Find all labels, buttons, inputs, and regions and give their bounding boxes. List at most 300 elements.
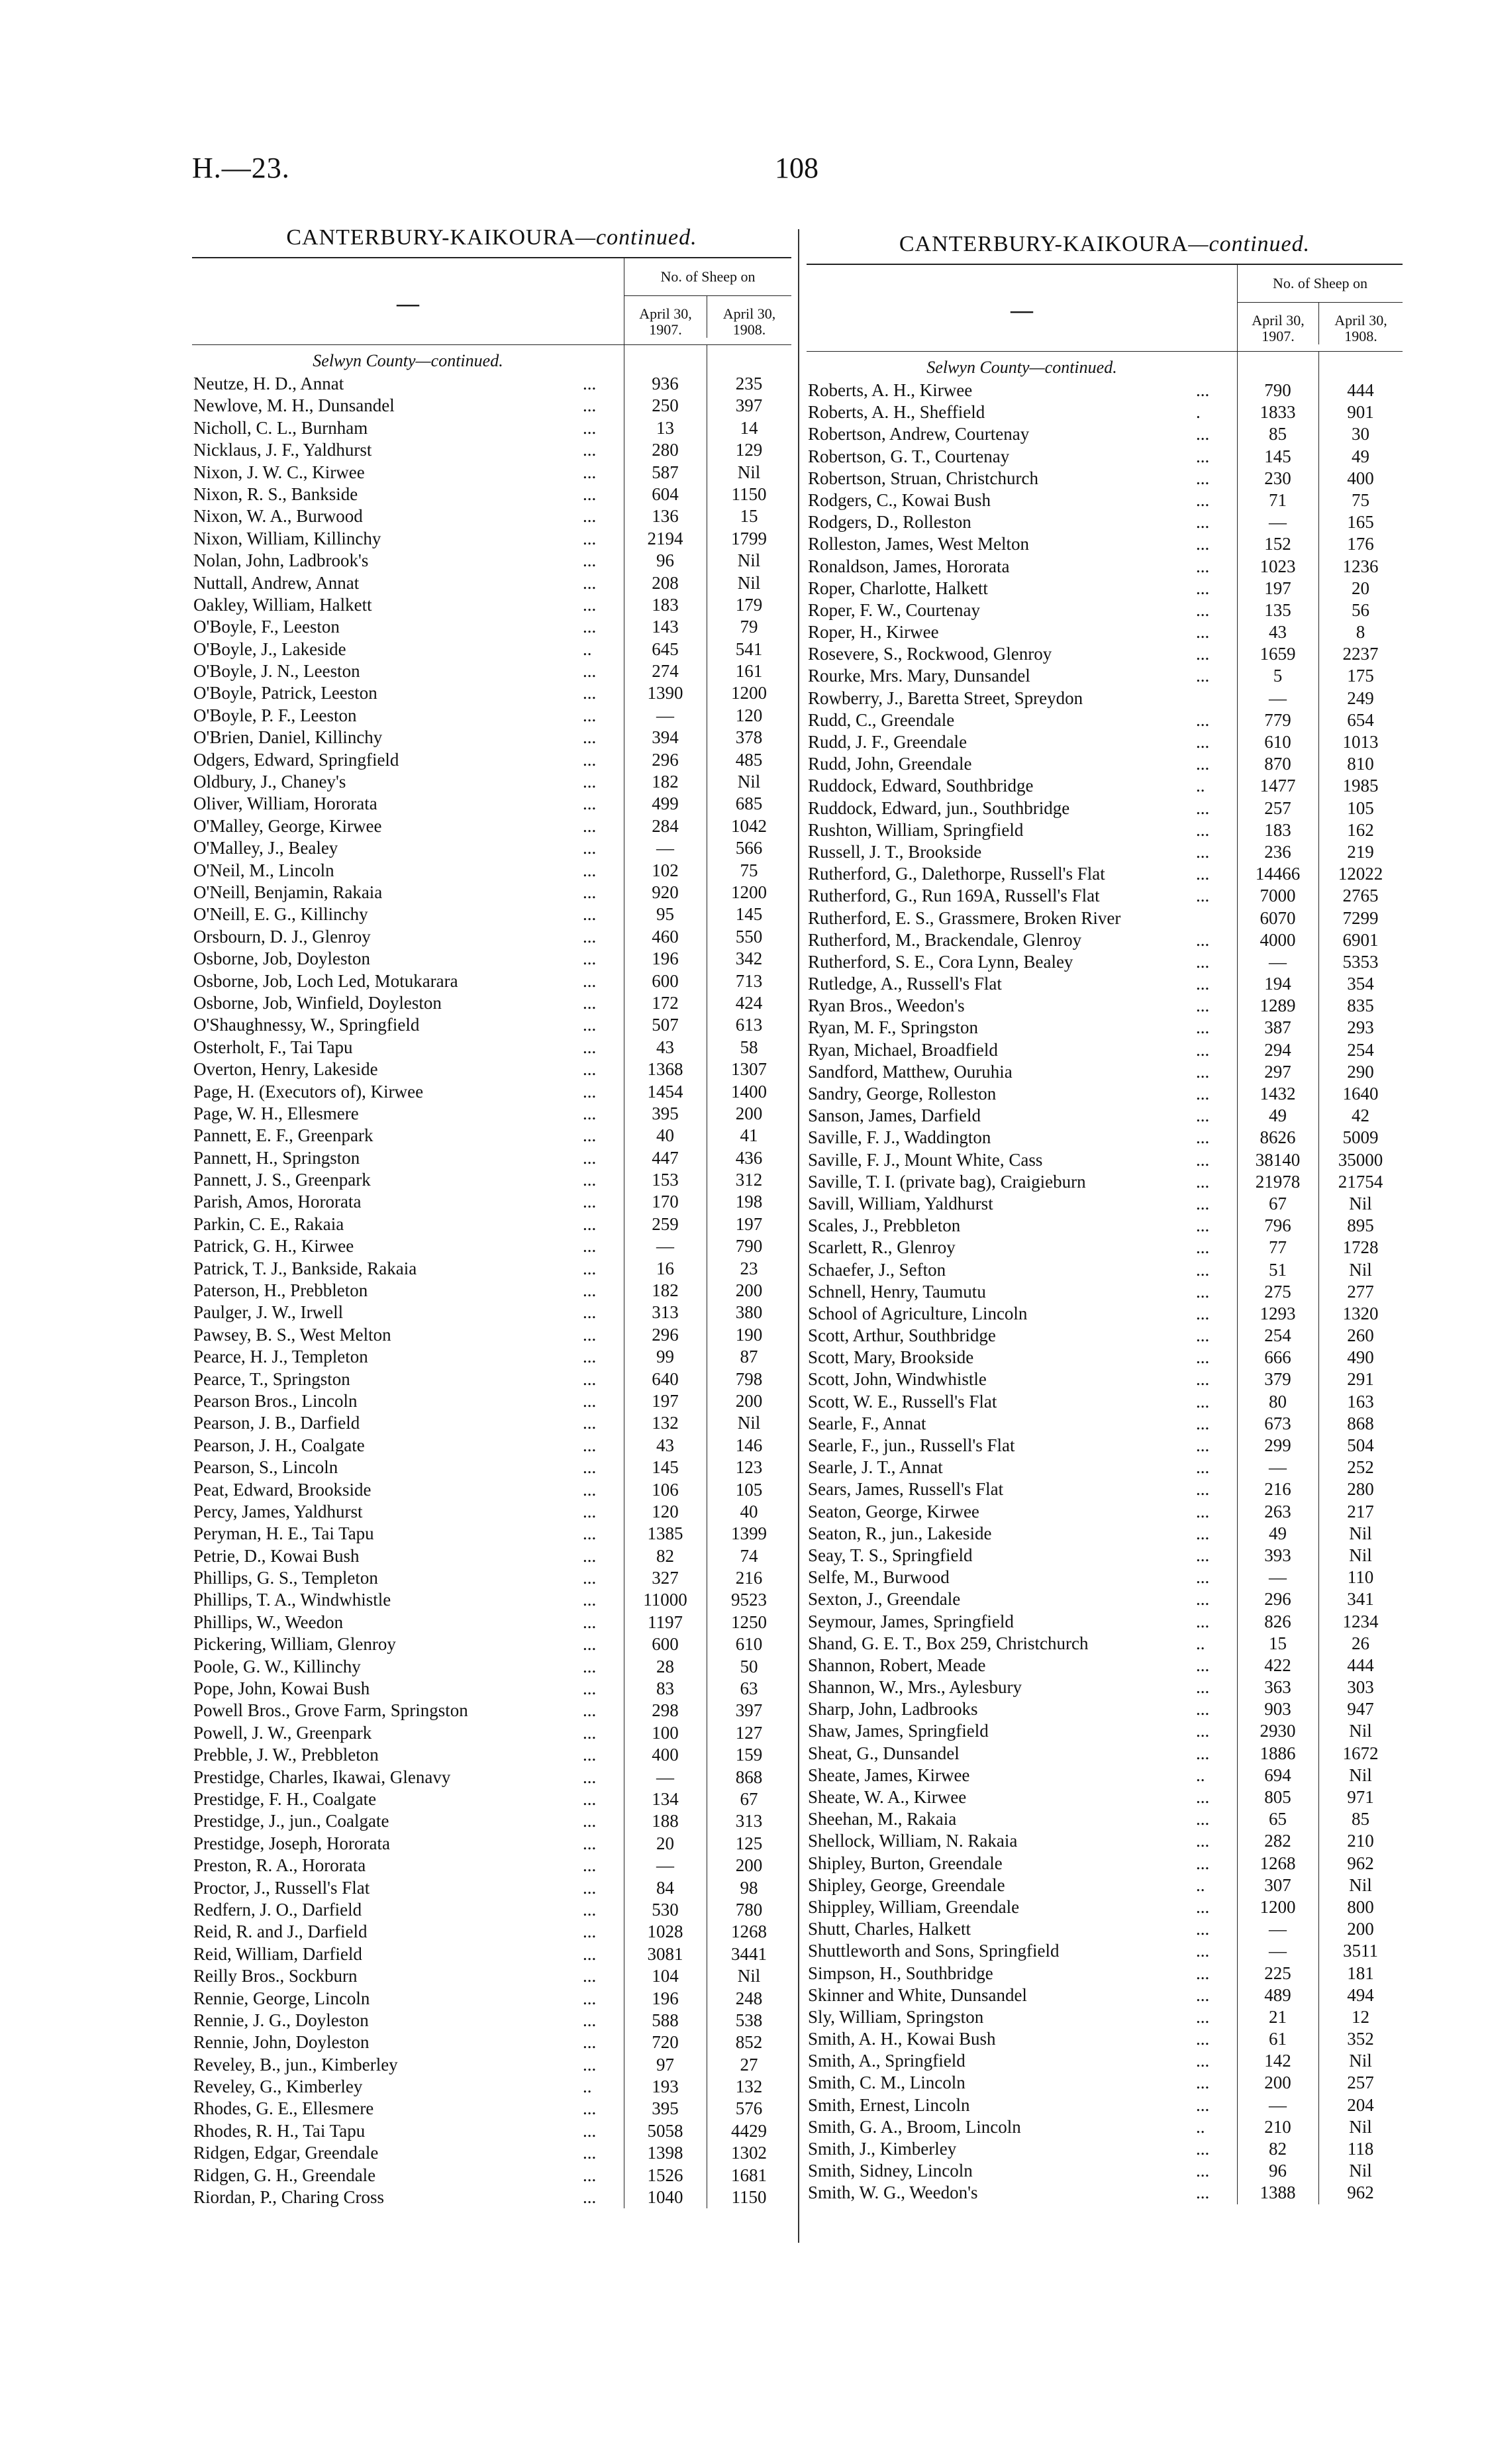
sheep-1908: 541 — [735, 639, 763, 659]
sheep-1907: 920 — [652, 882, 679, 902]
owner-name: Pickering, William, Glenroy — [193, 1634, 396, 1655]
table-row — [807, 1611, 1403, 1633]
sheep-1907: 600 — [652, 1634, 679, 1655]
year-1908-header: April 30, 1908. — [1318, 302, 1403, 344]
owner-name: Nicholl, C. L., Burnham — [193, 417, 368, 438]
sheep-1908: Nil — [1349, 1259, 1372, 1280]
owner-name: Roberts, A. H., Sheffield — [808, 402, 985, 423]
leader-dots: ... — [583, 1280, 597, 1301]
table-row — [192, 2120, 791, 2142]
owner-name: O'Shaughnessy, W., Springfield — [193, 1015, 420, 1035]
leader-dots: ... — [583, 1612, 597, 1632]
sheep-1908: Nil — [1349, 2051, 1372, 2071]
owner-name: Robertson, G. T., Courtenay — [808, 446, 1010, 466]
leader-dots: ... — [1196, 1479, 1210, 1500]
sheep-1908: 1302 — [731, 2143, 767, 2163]
sheep-1908: Nil — [1349, 1193, 1372, 1213]
sheep-1908: 868 — [1347, 1413, 1374, 1433]
sheep-1907: 71 — [1269, 489, 1287, 510]
sheep-1908: 400 — [1347, 468, 1374, 488]
owner-name: O'Boyle, J., Lakeside — [193, 639, 346, 659]
leader-dots: ... — [583, 860, 597, 880]
sheep-1908: 110 — [1347, 1567, 1374, 1588]
table-row — [807, 1457, 1403, 1478]
leader-dots: ... — [1196, 1787, 1210, 1807]
sheep-1908: 176 — [1347, 534, 1374, 554]
leader-dots: ... — [583, 904, 597, 925]
owner-name: Rennie, John, Doyleston — [193, 2032, 370, 2053]
table-row — [192, 860, 791, 882]
sheep-1907: 275 — [1264, 1281, 1291, 1302]
sheep-1907: 507 — [652, 1015, 679, 1035]
owner-name: Seaton, George, Kirwee — [808, 1501, 979, 1521]
sheep-1908: 200 — [735, 1855, 763, 1876]
table-row — [192, 1235, 791, 1257]
leader-dots: ... — [1196, 2094, 1210, 2115]
owner-name: Smith, G. A., Broom, Lincoln — [808, 2116, 1021, 2137]
sheep-1908: 654 — [1347, 709, 1374, 730]
table-row — [807, 973, 1403, 995]
leader-dots: ... — [583, 2187, 597, 2208]
sheep-1907: 1200 — [1260, 1896, 1296, 1917]
leader-dots: ... — [583, 882, 597, 902]
sheep-1907: — — [1269, 951, 1287, 972]
table-row — [807, 709, 1403, 731]
table-row — [192, 2031, 791, 2053]
table-row — [192, 749, 791, 771]
owner-name: Saville, F. J., Mount White, Cass — [808, 1149, 1043, 1170]
sheep-1907: 225 — [1264, 1963, 1291, 1983]
sheep-1907: 790 — [1264, 380, 1291, 400]
owner-name: Ridgen, Edgar, Greendale — [193, 2143, 379, 2163]
sheep-1907: 6070 — [1260, 907, 1296, 928]
owner-name: Shipley, George, Greendale — [808, 1874, 1005, 1895]
leader-dots: ... — [1196, 534, 1210, 554]
sheep-1907: 640 — [652, 1368, 679, 1389]
sheep-1907: 274 — [652, 661, 679, 682]
table-row — [807, 489, 1403, 511]
sheep-1907: 43 — [656, 1435, 674, 1455]
sheep-1907: 296 — [652, 749, 679, 770]
owner-name: Rolleston, James, West Melton — [808, 534, 1030, 554]
sheep-1908: 217 — [1347, 1501, 1374, 1521]
sheep-1907: 395 — [652, 2098, 679, 2119]
owner-name: Pearson Bros., Lincoln — [193, 1390, 358, 1411]
table-row — [807, 841, 1403, 863]
owner-name: Nixon, R. S., Bankside — [193, 484, 358, 504]
sheep-1907: 196 — [652, 1988, 679, 2008]
owner-name: Rodgers, D., Rolleston — [808, 512, 971, 533]
leader-dots: ... — [583, 594, 597, 615]
table-row — [192, 793, 791, 815]
sheep-1908: 181 — [1347, 1963, 1374, 1983]
table-row — [192, 1147, 791, 1169]
sheep-1908: 354 — [1347, 974, 1374, 994]
sheep-1907: — — [656, 705, 674, 725]
leader-dots: ... — [583, 1678, 597, 1699]
owner-name: Prestidge, F. H., Coalgate — [193, 1789, 377, 1809]
sheep-1908: 175 — [1347, 666, 1374, 686]
leader-dots: ... — [1196, 446, 1210, 466]
owner-name: Rudd, John, Greendale — [808, 754, 972, 774]
sheep-1908: 23 — [740, 1258, 758, 1278]
table-row — [192, 639, 791, 660]
owner-name: Osborne, Job, Doyleston — [193, 949, 370, 969]
sheep-1908: 12022 — [1338, 864, 1383, 884]
leader-dots: .. — [1196, 776, 1205, 796]
leader-dots: ... — [1196, 996, 1210, 1016]
leader-dots: ... — [1196, 1743, 1210, 1763]
sheep-1907: — — [656, 1767, 674, 1787]
owner-name: Overton, Henry, Lakeside — [193, 1059, 378, 1080]
sheep-1907: 1368 — [647, 1059, 683, 1080]
table-row — [192, 1899, 791, 1921]
owner-name: Riordan, P., Charing Cross — [193, 2187, 385, 2208]
sheep-1908: 15 — [740, 506, 758, 527]
table-row — [192, 1700, 791, 1721]
sheep-1907: 182 — [652, 772, 679, 792]
table-row — [192, 1191, 791, 1213]
sheep-1908: 1320 — [1342, 1303, 1379, 1323]
leader-dots: .. — [1196, 1765, 1205, 1785]
sheep-1908: 252 — [1347, 1457, 1374, 1478]
leader-dots: ... — [583, 1656, 597, 1676]
leader-dots: ... — [583, 838, 597, 858]
leader-dots: ... — [1196, 1699, 1210, 1720]
sheep-1907: 284 — [652, 815, 679, 836]
sheep-1908: 1640 — [1342, 1084, 1379, 1104]
leader-dots: ... — [583, 506, 597, 527]
sheep-1907: 120 — [652, 1501, 679, 1521]
sheep-1907: 1398 — [647, 2143, 683, 2163]
leader-dots: ... — [583, 440, 597, 460]
table-row — [192, 1921, 791, 1943]
leader-dots: ... — [1196, 2029, 1210, 2049]
sheep-1908: 3441 — [731, 1943, 767, 1964]
year-1907-header: April 30, 1907. — [1237, 302, 1318, 351]
sheep-1908: 1985 — [1342, 776, 1379, 796]
sheep-1907: 1432 — [1260, 1084, 1296, 1104]
sheep-1907: 145 — [652, 1457, 679, 1478]
sheep-1907: 216 — [1264, 1479, 1291, 1500]
sheep-1907: 49 — [1269, 1105, 1287, 1126]
sheep-1908: 120 — [735, 705, 763, 725]
table-row — [192, 417, 791, 439]
table-row — [807, 1786, 1403, 1808]
leader-dots: ... — [1196, 1149, 1210, 1170]
sheep-1907: 132 — [652, 1413, 679, 1433]
owner-name: Oakley, William, Halkett — [193, 594, 372, 615]
sheep-1908: 165 — [1347, 512, 1374, 533]
sheep-1908: 67 — [740, 1789, 758, 1809]
owner-name: O'Boyle, F., Leeston — [193, 617, 340, 637]
sheep-1907: 193 — [652, 2077, 679, 2097]
sheep-1907: 1454 — [647, 1081, 683, 1102]
table-row — [192, 2054, 791, 2076]
leader-dots: ... — [583, 749, 597, 770]
sheep-1908: Nil — [737, 1966, 761, 1986]
owner-name: O'Neill, Benjamin, Rakaia — [193, 882, 383, 902]
owner-name: Rennie, J. G., Doyleston — [193, 2010, 369, 2030]
sheep-1908: 352 — [1347, 2029, 1374, 2049]
sheep-1908: 197 — [735, 1213, 763, 1234]
owner-name: Odgers, Edward, Springfield — [193, 749, 399, 770]
leader-dots: ... — [1196, 819, 1210, 840]
leader-dots: ... — [1196, 1611, 1210, 1631]
owner-name: Shuttleworth and Sons, Springfield — [808, 1941, 1060, 1961]
owner-name: O'Boyle, Patrick, Leeston — [193, 683, 377, 703]
leader-dots: ... — [583, 484, 597, 504]
owner-name: Page, W. H., Ellesmere — [193, 1103, 359, 1123]
leader-dots: ... — [1196, 1523, 1210, 1543]
sheep-1907: 489 — [1264, 1984, 1291, 2005]
owner-name: Roper, Charlotte, Halkett — [808, 578, 988, 598]
table-row — [192, 1058, 791, 1080]
leader-dots: ... — [583, 926, 597, 947]
sheep-1907: 182 — [652, 1280, 679, 1301]
sheep-1907: 604 — [652, 484, 679, 504]
owner-name: Reveley, B., jun., Kimberley — [193, 2054, 398, 2075]
leader-dots: ... — [1196, 644, 1210, 664]
table-header — [192, 257, 791, 345]
owner-name: Rutherford, M., Brackendale, Glenroy — [808, 929, 1082, 950]
table-row — [807, 578, 1403, 599]
leader-dots: ... — [1196, 1237, 1210, 1258]
sheep-1907: 106 — [652, 1479, 679, 1500]
leader-dots: ... — [583, 528, 597, 548]
sheep-1907: 85 — [1269, 424, 1287, 444]
leader-dots: ... — [583, 1192, 597, 1212]
leader-dots: ... — [583, 462, 597, 482]
sheep-1907: 49 — [1269, 1523, 1287, 1543]
owner-name: Rutherford, G., Dalethorpe, Russell's Flat — [808, 864, 1105, 884]
sheep-1907: 870 — [1264, 754, 1291, 774]
sheep-1908: 2765 — [1342, 886, 1379, 906]
owner-name: Rushton, William, Springfield — [808, 819, 1024, 840]
table-row — [807, 1017, 1403, 1039]
leader-dots: ... — [583, 550, 597, 571]
sheep-1908: 105 — [1347, 797, 1374, 818]
sheep-1907: 296 — [1264, 1589, 1291, 1610]
table-row — [807, 885, 1403, 907]
table-row — [807, 1149, 1403, 1171]
sheep-1908: 179 — [735, 594, 763, 615]
owner-name: Percy, James, Yaldhurst — [193, 1501, 363, 1521]
owner-name: School of Agriculture, Lincoln — [808, 1303, 1028, 1323]
table-row — [807, 665, 1403, 687]
sheep-1907: 197 — [652, 1390, 679, 1411]
sheep-1907: 327 — [652, 1568, 679, 1588]
sheep-1908: 27 — [740, 2054, 758, 2075]
table-row — [192, 2186, 791, 2208]
sheep-1908: 85 — [1352, 1809, 1369, 1829]
table-row — [192, 1479, 791, 1501]
table-row — [192, 1169, 791, 1191]
sheep-1908: 260 — [1347, 1325, 1374, 1346]
owner-name: Rhodes, G. E., Ellesmere — [193, 2098, 374, 2119]
sheep-1908: 947 — [1347, 1699, 1374, 1720]
sheep-1908: 254 — [1347, 1039, 1374, 1060]
owner-name: Newlove, M. H., Dunsandel — [193, 395, 395, 416]
sheep-1908: 293 — [1347, 1017, 1374, 1038]
sheep-1908: 576 — [735, 2098, 763, 2119]
sheep-1908: 204 — [1347, 2094, 1374, 2115]
leader-dots: ... — [1196, 2139, 1210, 2159]
sheep-1907: 95 — [656, 904, 674, 925]
sheep-1908: 30 — [1352, 424, 1369, 444]
owner-name: Sexton, J., Greendale — [808, 1589, 961, 1610]
leader-dots: ... — [583, 1899, 597, 1920]
sheep-1908: 895 — [1347, 1215, 1374, 1236]
table-row — [807, 1566, 1403, 1588]
sheep-1907: 1289 — [1260, 996, 1296, 1016]
leader-dots: ... — [583, 1457, 597, 1478]
owner-name: Nicklaus, J. F., Yaldhurst — [193, 440, 372, 460]
sheep-1907: 84 — [656, 1877, 674, 1898]
table-row — [192, 1081, 791, 1103]
sheep-1907: 97 — [656, 2054, 674, 2075]
leader-dots: ... — [1196, 1347, 1210, 1368]
table-row — [807, 1655, 1403, 1676]
table-row — [192, 1435, 791, 1457]
sheep-1908: 163 — [1347, 1391, 1374, 1412]
sheep-1908: 63 — [740, 1678, 758, 1699]
sheep-1908: 26 — [1352, 1633, 1369, 1653]
leader-dots: ... — [583, 794, 597, 814]
owner-name: Shannon, Robert, Meade — [808, 1655, 986, 1675]
owner-name: Prebble, J. W., Prebbleton — [193, 1745, 379, 1765]
sheep-1907: 1388 — [1260, 2182, 1296, 2203]
sheep-1908: 444 — [1347, 1655, 1374, 1675]
table-row — [807, 1501, 1403, 1523]
sheep-1908: 159 — [735, 1745, 763, 1765]
table-row — [807, 1259, 1403, 1281]
table-row — [807, 1193, 1403, 1215]
table-row — [192, 1744, 791, 1766]
leader-dots: ... — [583, 1568, 597, 1588]
sheep-1907: 4000 — [1260, 929, 1296, 950]
table-row — [192, 1280, 791, 1302]
table-row — [192, 660, 791, 682]
sheep-1907: 263 — [1264, 1501, 1291, 1521]
table-row — [807, 2072, 1403, 2094]
sheep-1907: 96 — [656, 550, 674, 571]
sheep-1908: 291 — [1347, 1369, 1374, 1390]
sheep-1908: 58 — [740, 1037, 758, 1057]
table-row — [807, 1281, 1403, 1303]
sheep-1907: 1886 — [1260, 1743, 1296, 1763]
leader-dots: ... — [583, 1833, 597, 1853]
table-row — [192, 1810, 791, 1832]
owner-name: Sandford, Matthew, Ouruhia — [808, 1061, 1013, 1082]
owner-name: Rudd, J. F., Greendale — [808, 732, 967, 752]
table-row — [807, 1435, 1403, 1457]
leader-dots: ... — [1196, 512, 1210, 533]
sheep-1908: 125 — [735, 1833, 763, 1853]
sheep-1908: 971 — [1347, 1787, 1374, 1807]
sheep-1907: 259 — [652, 1213, 679, 1234]
sheep-1907: — — [656, 838, 674, 858]
sheep-1908: 610 — [735, 1634, 763, 1655]
table-row — [807, 533, 1403, 555]
leader-dots: ... — [583, 1170, 597, 1190]
table-row — [192, 1457, 791, 1478]
leader-dots: ... — [1196, 1567, 1210, 1588]
owner-name: Prestidge, Joseph, Hororata — [193, 1833, 390, 1853]
sheep-1908: 1728 — [1342, 1237, 1379, 1258]
leader-dots: ... — [1196, 864, 1210, 884]
leader-dots: ... — [583, 1435, 597, 1455]
owner-name: Searle, F., jun., Russell's Flat — [808, 1435, 1015, 1455]
table-row — [807, 1720, 1403, 1742]
owner-name: Robertson, Andrew, Courtenay — [808, 424, 1030, 444]
table-row — [192, 1302, 791, 1323]
sheep-1907: — — [1269, 512, 1287, 533]
sheep-1908: 424 — [735, 992, 763, 1013]
table-row — [192, 1545, 791, 1567]
sheep-1908: 6901 — [1342, 929, 1379, 950]
sheep-1907: 80 — [1269, 1391, 1287, 1412]
sheep-1907: 826 — [1264, 1611, 1291, 1631]
leader-dots: ... — [1196, 1721, 1210, 1741]
table-row — [807, 951, 1403, 973]
sheep-1907: 257 — [1264, 797, 1291, 818]
table-row — [807, 1830, 1403, 1852]
table-row — [807, 775, 1403, 797]
owner-name: Oldbury, J., Chaney's — [193, 772, 346, 792]
owner-name: Sheat, G., Dunsandel — [808, 1743, 960, 1763]
sheep-1907: 143 — [652, 617, 679, 637]
sheep-1907: 363 — [1264, 1677, 1291, 1698]
table-row — [807, 1545, 1403, 1566]
table-row — [807, 1588, 1403, 1610]
owner-name: Pannett, H., Springston — [193, 1147, 360, 1168]
sheep-1907: 1023 — [1260, 556, 1296, 576]
table-row — [192, 1368, 791, 1390]
table-row — [192, 1855, 791, 1876]
leader-dots: ... — [1196, 1589, 1210, 1610]
owner-name: Searle, F., Annat — [808, 1413, 926, 1433]
table-row — [192, 1877, 791, 1899]
owner-name: Parkin, C. E., Rakaia — [193, 1213, 344, 1234]
table-row — [192, 1213, 791, 1235]
column-divider — [798, 229, 799, 2243]
table-row — [192, 395, 791, 417]
owner-name: Rutledge, A., Russell's Flat — [808, 974, 1002, 994]
table-row — [192, 705, 791, 727]
leader-dots: ... — [583, 1258, 597, 1278]
sheep-1907: 11000 — [643, 1590, 687, 1610]
table-row — [807, 1874, 1403, 1896]
table-row — [192, 1258, 791, 1280]
table-row — [192, 1390, 791, 1412]
leader-dots: ... — [1196, 929, 1210, 950]
table-body — [192, 345, 791, 2208]
owner-name: Reveley, G., Kimberley — [193, 2077, 363, 2097]
sheep-1908: 20 — [1352, 578, 1369, 598]
sheep-1907: — — [656, 1855, 674, 1876]
leader-dots: ... — [583, 1722, 597, 1743]
sheep-1908: 5353 — [1342, 951, 1379, 972]
leader-dots: ... — [583, 2098, 597, 2119]
sheep-1908: 1013 — [1342, 732, 1379, 752]
owner-name: Scales, J., Prebbleton — [808, 1215, 961, 1236]
sheep-1908: 1042 — [731, 815, 767, 836]
sheep-1908: 127 — [735, 1722, 763, 1743]
leader-dots: ... — [583, 661, 597, 682]
sheep-1907: — — [656, 1236, 674, 1257]
table-row — [192, 1633, 791, 1655]
